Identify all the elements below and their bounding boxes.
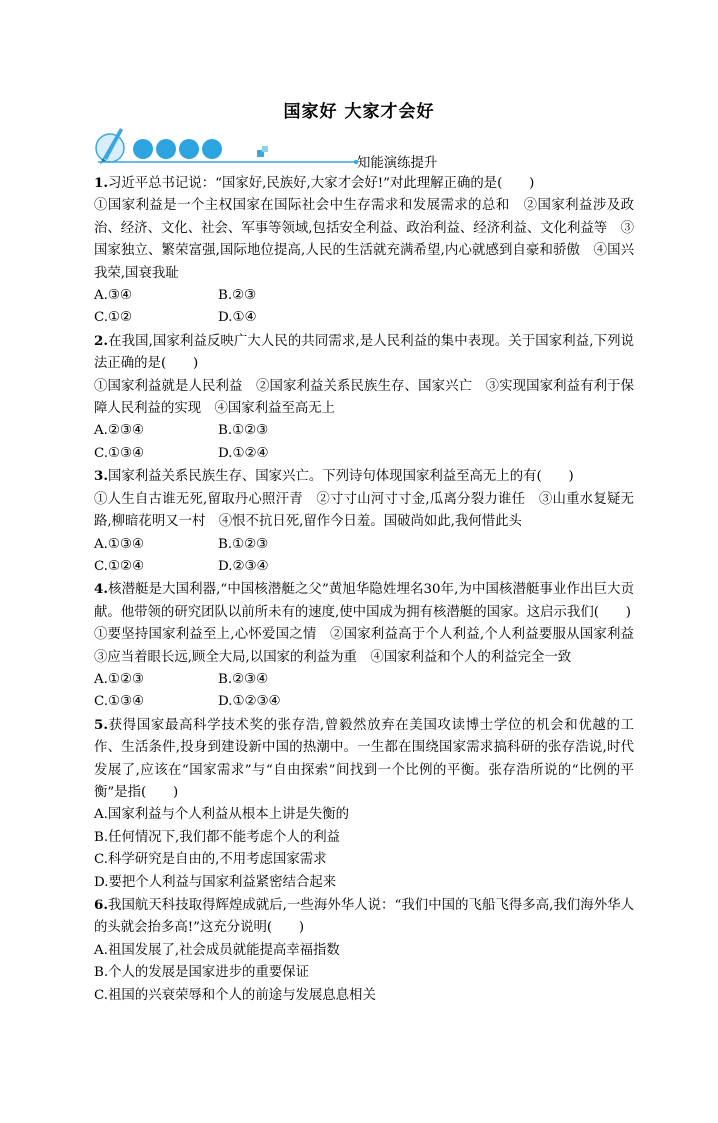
option-a[interactable]: A.①③④: [94, 536, 144, 552]
question-number: 2.: [94, 332, 108, 349]
question-text: 获得国家最高科学技术奖的张存浩,曾毅然放弃在美国攻读博士学位的机会和优越的工作、生活条件,投身到建设新中国的热潮中。一生都在围绕国家需求搞科研的张存浩说,时代发展了,应该在“国家需求”与“自由探索”间找到一个比例的平衡。张存浩所说的“比例的平衡”是指( ): [94, 717, 634, 800]
question-statements: ①人生自古谁无死,留取丹心照汗青 ②寸寸山河寸寸金,瓜离分裂力谁任 ③山重水复疑无路,柳暗花明又一村 ④恨不抗日死,留作今日羞。国破尚如此,我何惜此头: [94, 491, 634, 530]
brush-icon: [96, 128, 124, 164]
option-b[interactable]: B.①②③: [218, 423, 269, 439]
question-statements: ①国家利益就是人民利益 ②国家利益关系民族生存、国家兴亡 ③实现国家利益有利于保障人民利益的实现 ④国家利益至高无上: [94, 378, 634, 417]
option-c[interactable]: C.①③④: [94, 694, 145, 710]
question-stem: [94, 465, 634, 488]
question-number: 4.: [94, 581, 108, 598]
option-a[interactable]: A.国家利益与个人利益从根本上讲是失衡的: [94, 807, 349, 823]
option-d[interactable]: D.①②③④: [218, 694, 281, 710]
option-row: [94, 691, 634, 713]
option-row: [94, 420, 634, 442]
question-number: 3.: [94, 468, 108, 485]
option-d[interactable]: D.①②④: [218, 445, 269, 461]
question-number: 6.: [94, 897, 108, 913]
question-1: [94, 172, 634, 330]
banner-square: [262, 146, 268, 152]
option-d[interactable]: D.②③④: [218, 558, 269, 574]
option-c[interactable]: C.①②④: [94, 558, 145, 574]
option-c[interactable]: C.①③④: [94, 445, 145, 461]
question-stem: [94, 714, 634, 805]
question-stem: [94, 172, 634, 195]
question-2: [94, 330, 634, 465]
option-a[interactable]: A.祖国发展了,社会成员就能提高幸福指数: [94, 942, 340, 958]
option-d[interactable]: D.①④: [218, 310, 257, 326]
question-text: 在我国,国家利益反映广大人民的共同需求,是人民利益的集中表现。关于国家利益,下列说法正确的是( ): [94, 333, 634, 372]
question-stem: [94, 578, 634, 624]
question-text: 我国航天科技取得辉煌成就后,一些海外华人说：“我们中国的飞船飞得多高,我们海外华人的头就会抬多高!”这充分说明( ): [94, 898, 634, 936]
option-b[interactable]: B.①②③: [218, 536, 269, 552]
option-a[interactable]: A.①②③: [94, 671, 144, 687]
question-number: 5.: [94, 716, 108, 733]
question-list: [94, 172, 648, 1007]
option-row: [94, 556, 634, 578]
question-4: [94, 578, 648, 713]
option-c[interactable]: C.①②: [94, 310, 133, 326]
option-c[interactable]: C.祖国的兴衰荣辱和个人的前途与发展息息相关: [94, 987, 376, 1003]
section-label: 知能演练提升: [357, 156, 438, 170]
question-number: 1.: [94, 175, 108, 191]
banner-dot: [179, 139, 199, 159]
question-statements: ①要坚持国家利益至上,心怀爱国之情 ②国家利益高于个人利益,个人利益要服从国家利益 ③应当着眼长远,顾全大局,以国家的利益为重 ④国家利益和个人的利益完全一致: [94, 627, 648, 665]
question-5: [94, 714, 634, 894]
option-row: [94, 669, 634, 691]
question-text: 国家利益关系民族生存、国家兴亡。下列诗句体现国家利益至高无上的有( ): [107, 469, 574, 485]
option-row: [94, 443, 634, 465]
section-banner: [94, 122, 454, 170]
option-b[interactable]: B.②③: [218, 288, 257, 304]
banner-dot: [133, 139, 153, 159]
option-c[interactable]: C.科学研究是自由的,不用考虑国家需求: [94, 852, 327, 868]
question-text: 习近平总书记说：“国家好,民族好,大家才会好!”对此理解正确的是( ): [107, 176, 535, 191]
page-title: 国家好 大家才会好: [283, 102, 435, 122]
question-stem: [94, 330, 634, 376]
option-d[interactable]: D.要把个人利益与国家利益紧密结合起来: [94, 874, 337, 890]
banner-dot: [156, 139, 176, 159]
option-a[interactable]: A.③④: [94, 288, 132, 304]
option-a[interactable]: A.②③④: [94, 423, 144, 439]
option-row: [94, 307, 634, 329]
option-b[interactable]: B.个人的发展是国家进步的重要保证: [94, 965, 309, 981]
option-row: [94, 534, 634, 556]
question-3: [94, 465, 634, 578]
question-6: [94, 894, 634, 1007]
option-b[interactable]: B.②③④: [218, 671, 269, 687]
question-text: 核潜艇是大国利器,“中国核潜艇之父”黄旭华隐姓埋名30年,为中国核潜艇事业作出巨大贡献。他带领的研究团队以前所未有的速度,使中国成为拥有核潜艇的国家。这启示我们( ): [94, 582, 634, 620]
question-stem: [94, 894, 634, 940]
question-statements: ①国家利益是一个主权国家在国际社会中生存需求和发展需求的总和 ②国家利益涉及政治、经济、文化、社会、军事等领域,包括安全利益、政治利益、经济利益、文化利益等 ③国家独立、繁荣富强,国际地位提高,人民的生活就充满希望,内心就感到自豪和骄傲 ④国兴我荣,国衰我耻: [94, 198, 634, 281]
banner-dot: [202, 139, 222, 159]
option-row: [94, 285, 634, 307]
option-b[interactable]: B.任何情况下,我们都不能考虑个人的利益: [94, 829, 340, 845]
